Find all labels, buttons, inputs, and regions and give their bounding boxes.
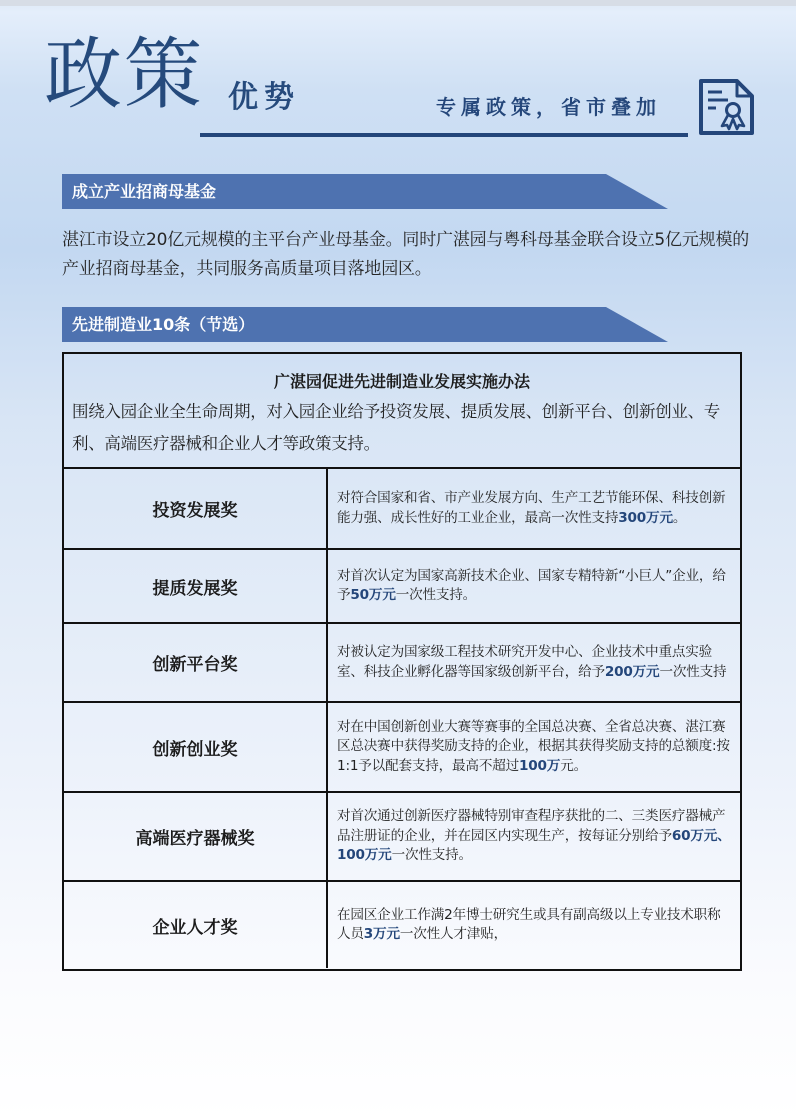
detail-text: 对被认定为国家级工程技术研究开发中心、企业技术中重点实验室、科技企业孵化器等国家级创新平台，给予: [337, 644, 713, 680]
award-detail: [328, 793, 740, 880]
amount-highlight: 200万元: [604, 663, 660, 680]
table-row: [64, 703, 740, 793]
top-strip: [0, 0, 796, 6]
award-detail: [328, 624, 740, 701]
award-name: 创新平台奖: [64, 624, 328, 701]
table-row: [64, 882, 740, 968]
award-name: 提质发展奖: [64, 550, 328, 622]
detail-text: 一次性支持。: [391, 847, 472, 864]
detail-text: 。: [672, 509, 687, 526]
table-header: [64, 354, 740, 469]
award-name: 创新创业奖: [64, 703, 328, 791]
fund-description: 湛江市设立20亿元规模的主平台产业母基金。同时广湛园与粤科母基金联合设立5亿元规模的产业招商母基金，共同服务高质量项目落地园区。: [62, 230, 750, 279]
section-title: 先进制造业10条（节选）: [72, 315, 255, 334]
amount-highlight: 100万: [519, 757, 561, 774]
table-row: [64, 469, 740, 550]
table-row: [64, 550, 740, 624]
detail-text: 一次性人才津贴，: [399, 926, 507, 942]
award-detail: [328, 703, 740, 791]
award-detail: [328, 882, 740, 968]
award-name: 投资发展奖: [64, 469, 328, 548]
detail-text: 对在中国创新创业大赛等赛事的全国总决赛、全省总决赛、湛江赛区总决赛中获得奖励支持的企业，根据其获得奖励支持的总额度:按1:1予以配套支持，最高不超过: [337, 718, 730, 774]
table-row: [64, 624, 740, 703]
page-subtitle: 优势: [228, 80, 300, 115]
section-header-manufacturing: [62, 307, 668, 342]
award-detail: [328, 469, 740, 548]
amount-highlight: 300万元: [618, 509, 673, 526]
detail-text: 对首次通过创新医疗器械特别审查程序获批的二、三类医疗器械产品注册证的企业，并在园区内实现生产，按每证分别给予: [337, 808, 726, 844]
table-description: 围绕入园企业全生命周期，对入园企业给予投资发展、提质发展、创新平台、创新创业、专利、高端医疗器械和企业人才等政策支持。: [72, 402, 721, 453]
section-title: 成立产业招商母基金: [72, 182, 217, 201]
table-title: 广湛园促进先进制造业发展实施办法: [273, 372, 530, 391]
detail-text: 对首次认定为国家高新技术企业、国家专精特新“小巨人”企业，给予: [337, 567, 726, 603]
table-row: [64, 793, 740, 882]
section-header-fund: [62, 174, 668, 209]
award-detail: [328, 550, 740, 622]
certificate-icon: [697, 78, 755, 136]
detail-text: 元。: [560, 757, 587, 774]
amount-highlight: 3万元: [363, 926, 400, 942]
detail-text: 对符合国家和省、市产业发展方向、生产工艺节能环保、科技创新能力强、成长性好的工业企业，最高一次性支持: [337, 490, 726, 526]
title-underline: [200, 133, 688, 137]
detail-text: 一次性支持: [659, 663, 727, 680]
detail-text: 一次性支持。: [395, 587, 477, 603]
amount-highlight: 50万元: [350, 587, 396, 603]
award-name: 企业人才奖: [64, 882, 328, 968]
amount-highlight: 60万元、100万元: [337, 827, 731, 864]
policy-table: [62, 352, 742, 971]
page-title: 政策: [44, 30, 205, 120]
award-name: 高端医疗器械奖: [64, 793, 328, 880]
detail-text: 在园区企业工作满2年博士研究生或具有副高级以上专业技术职称人员: [337, 906, 721, 942]
slogan: 专属政策，省市叠加: [436, 95, 661, 119]
